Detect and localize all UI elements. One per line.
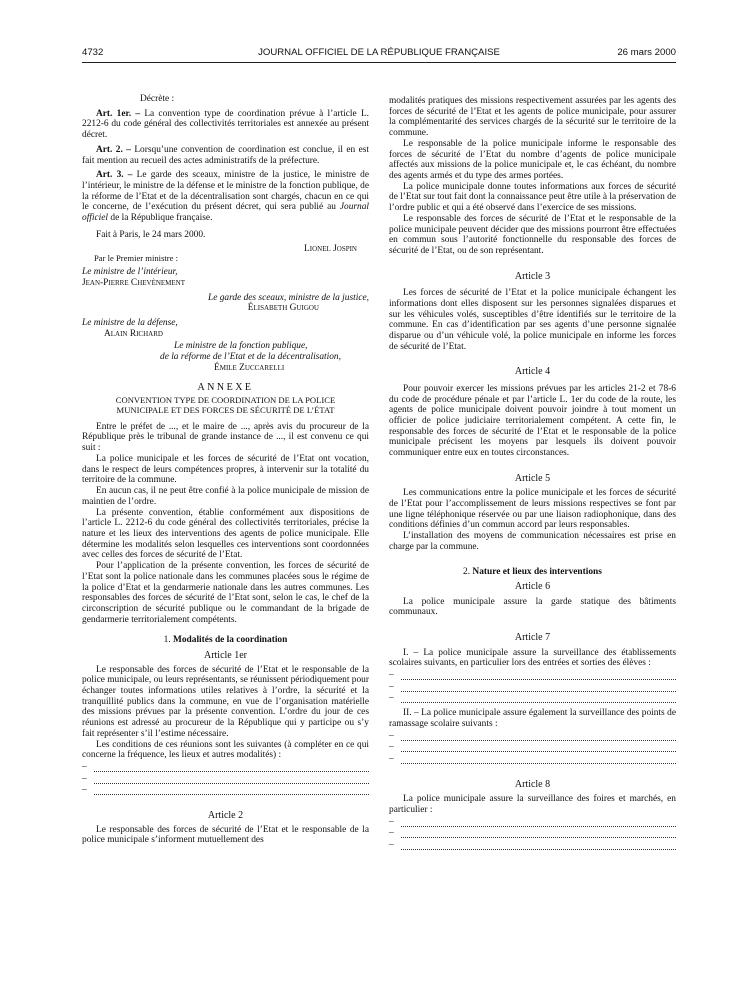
signature-defense: Alain Richard	[104, 328, 163, 339]
signature-fonction-publique: Émile Zuccarelli	[214, 362, 285, 373]
article-3-paragraph-1: Les forces de sécurité de l’Etat et la police municipale échangent les informations dont elles disposent sur les personnes signalées disparues et sur les véhicules volés, susceptibles d’être identifiés sur le territoire de la commune. En cas d’identification par ses agents d’une personne signalée disparue ou d’un véhicule volé, la police municipale en informe les forces de sécurité de l’Etat.	[389, 288, 676, 352]
article-6-heading: Article 6	[514, 581, 551, 593]
left-column	[82, 94, 369, 846]
section-1-title: Modalités de la coordination	[173, 635, 288, 646]
header-rule	[82, 62, 676, 63]
article-4-paragraph-1: Pour pouvoir exercer les missions prévues par les articles 21-2 et 78-6 du code de procédure pénale et par l’article L. 1er du code de la route, les agents de police municipale doivent pouvoir joindre à tout moment un officier de police judiciaire territorialement compétent. A cette fin, le responsable des forces de sécurité de l’Etat et le responsable de la police municipale précisent les moyens par lesquels ils doivent pouvoir communiquer entre eux en toutes circonstances.	[389, 383, 676, 459]
ministre-defense: Le ministre de la défense,	[82, 318, 178, 329]
blank-line: –	[389, 670, 676, 681]
art3-label: Art. 3. –	[96, 170, 133, 181]
journal-title: JOURNAL OFFICIEL DE LA RÉPUBLIQUE FRANÇAISE	[258, 47, 500, 58]
article-2-continued: modalités pratiques des missions respectivement assurées par les agents des forces de sécurité de l’Etat et les agents de police municipale, pour assurer la complémentarité des services chargés de la sécurité sur le territoire de la commune.	[389, 96, 676, 139]
art2-label: Art. 2. –	[96, 144, 131, 155]
signature-premier-ministre: Lionel Jospin	[304, 243, 357, 254]
article-6-paragraph-1: La police municipale assure la garde statique des bâtiments communaux.	[389, 596, 676, 618]
blank-line: –	[389, 682, 676, 693]
article-5-paragraph-2: L’installation des moyens de communication nécessaires est prise en charge par la commune.	[389, 531, 676, 552]
article-3-decree	[82, 170, 369, 224]
article-7-heading: Article 7	[514, 632, 551, 644]
art1-text: La convention type de coordination prévue à l’article L. 2212-6 du code général des collectivités territoriales est annexée au présent décret.	[82, 108, 370, 141]
blank-line: –	[82, 785, 369, 796]
art2-text: Lorsqu’une convention de coordination est conclue, il en est fait mention au recueil des actes administratifs de la préfecture.	[82, 144, 369, 166]
ministre-justice: Le garde des sceaux, ministre de la justice,	[208, 292, 369, 303]
blank-line: –	[389, 817, 676, 828]
article-7-paragraph-2: II. – La police municipale assure également la surveillance des points de ramassage scolaire suivants :	[389, 708, 676, 729]
section-2-number: 2.	[463, 566, 471, 577]
article-8-heading: Article 8	[514, 778, 551, 790]
blank-line: –	[389, 742, 676, 753]
article-5-paragraph-1: Les communications entre la police municipale et les forces de sécurité de l’Etat pour l’accomplissement de leurs missions respectives se font par une ligne téléphonique réservée ou par une liaison radiophonique, dans des conditions définies d’un commun accord par leurs responsables.	[389, 488, 676, 531]
article-2-paragraph-4: Le responsable des forces de sécurité de l’Etat et le responsable de la police municipale peuvent décider que des missions pourront être effectuées en commun sous l’autorité fonctionnelle du responsable des forces de sécurité de l’Etat, ou de son représentant.	[389, 213, 676, 257]
ministre-fonction-publique-2: de la réforme de l’Etat et de la décentralisation,	[160, 352, 341, 363]
convention-title: CONVENTION TYPE DE COORDINATION DE LA POLICE MUNICIPALE ET DES FORCES DE SÉCURITÉ DE L’ÉTAT	[115, 395, 336, 415]
section-2-heading	[389, 567, 676, 578]
art3-end: de la République française.	[110, 213, 213, 224]
paragraph-entre: Entre le préfet de ..., et le maire de ..., après avis du procureur de la République près le tribunal de grande instance de ..., il est convenu ce qui suit :	[82, 421, 369, 454]
issue-date: 26 mars 2000	[617, 47, 676, 58]
right-column	[389, 96, 676, 851]
par-premier-ministre: Par le Premier ministre :	[94, 253, 179, 264]
section-1-heading	[82, 635, 369, 646]
page-header	[82, 47, 676, 61]
article-4-heading: Article 4	[514, 366, 551, 378]
signature-justice: Élisabeth Guigou	[247, 303, 319, 314]
blank-line: –	[389, 754, 676, 765]
article-3-heading: Article 3	[514, 270, 551, 282]
ministre-interieur: Le ministre de l’intérieur,	[82, 267, 178, 278]
page-number: 4732	[82, 47, 104, 58]
paragraph-police: La police municipale et les forces de sécurité de l’Etat ont vocation, dans le respect de leurs compétences propres, à intervenir sur la totalité du territoire de la commune.	[82, 453, 369, 486]
paragraph-application: Pour l’application de la présente convention, les forces de sécurité de l’Etat sont la police nationale dans les communes placées sous le régime de la police d’Etat et la gendarmerie nationale dans les autres communes. Les responsables des forces de sécurité de l’Etat sont, selon le cas, le chef de la circonscription de sécurité publique ou le commandant de la brigade de gendarmerie territorialement compétents.	[82, 561, 369, 625]
article-2-paragraph-1: Le responsable des forces de sécurité de l’Etat et le responsable de la police municipale s’informent mutuellement des	[82, 824, 369, 846]
annexe-heading: ANNEXE	[197, 381, 254, 393]
fait-a-paris: Fait à Paris, le 24 mars 2000.	[96, 229, 206, 240]
signature-interieur: Jean-Pierre Chevènement	[82, 277, 186, 288]
article-1er-decree	[82, 109, 369, 141]
section-1-number: 1.	[163, 635, 171, 646]
article-8-paragraph-1: La police municipale assure la surveillance des foires et marchés, en particulier :	[389, 794, 676, 815]
art3-text: Le garde des sceaux, ministre de la justice, le ministre de l’intérieur, le ministre de la défense et le ministre de la fonction publique, de la réforme de l’Etat et de la décentralisation sont chargés, chacun en ce qui le concerne, de l’exécution du présent décret, qui sera publié au	[82, 170, 369, 213]
article-1er-paragraph-2: Les conditions de ces réunions sont les suivantes (à compléter en ce qui concerne la fréquence, les lieux et autres modalités) :	[82, 739, 369, 761]
section-2-title: Nature et lieux des interventions	[472, 566, 602, 577]
blank-line: –	[82, 762, 369, 773]
article-2-heading: Article 2	[207, 810, 244, 822]
article-2-paragraph-3: La police municipale donne toutes informations aux forces de sécurité de l’Etat sur tout fait dont la connaissance peut être utile à la préservation de l’ordre public et qui a été observé dans l’exercice de ses missions.	[389, 181, 676, 214]
article-1er-heading: Article 1er	[203, 650, 248, 662]
blank-line: –	[389, 731, 676, 742]
ministre-fonction-publique: Le ministre de la fonction publique,	[174, 341, 308, 352]
art1-label: Art. 1er. –	[96, 108, 141, 119]
paragraph-presente-convention: La présente convention, établie conformément aux dispositions de l’article L. 2212-6 du code général des collectivités territoriales, précise la nature et les lieux des interventions des agents de police municipale. Elle détermine les modalités selon lesquelles ces interventions sont coordonnées avec celles des forces de sécurité de l’Etat.	[82, 507, 369, 561]
blank-line: –	[82, 774, 369, 785]
article-7-paragraph-1: I. – La police municipale assure la surveillance des établissements scolaires suivants, en particulier lors des entrées et sorties des élèves :	[389, 647, 676, 669]
decrete: Décrète :	[140, 94, 175, 104]
article-2-decree	[82, 145, 369, 166]
article-5-heading: Article 5	[514, 472, 551, 484]
blank-line: –	[389, 840, 676, 851]
blank-line: –	[389, 693, 676, 704]
paragraph-aucun-cas: En aucun cas, il ne peut être confié à la police municipale de mission de maintien de l’ordre.	[82, 486, 369, 507]
blank-line: –	[389, 828, 676, 839]
art3-journal: Journal officiel	[82, 202, 370, 224]
article-1er-paragraph-1: Le responsable des forces de sécurité de l’Etat et le responsable de la police municipale, ou leurs représentants, se réunissent périodiquement pour échanger toutes informations utiles relatives à l’ordre, la sécurité et la tranquillité publics dans la commune, en vue de l’organisation matérielle des missions prévues par la présente convention. L’ordre du jour de ces réunions est adressé au procureur de la République qui y participe ou s’y fait représenter s’il l’estime nécessaire.	[82, 664, 369, 739]
article-2-paragraph-2: Le responsable de la police municipale informe le responsable des forces de sécurité de l’Etat du nombre d’agents de police municipale affectés aux missions de la police municipale et, le cas échéant, du nombre des agents armés et du type des armes portées.	[389, 138, 676, 182]
